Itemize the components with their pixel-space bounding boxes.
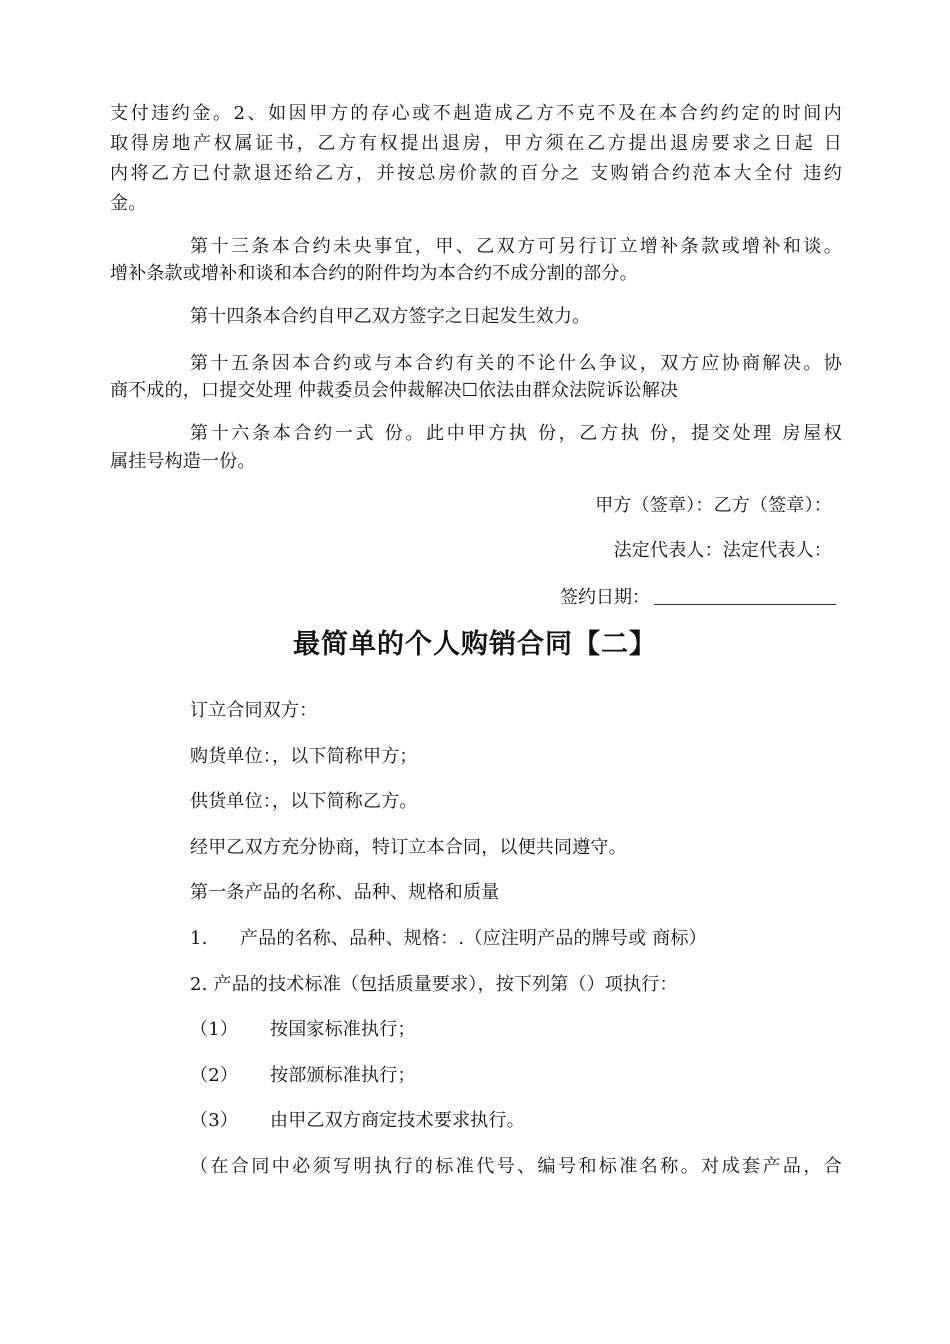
option-2 bbox=[190, 1062, 842, 1090]
option-1 bbox=[190, 1016, 842, 1044]
option-3-text: 由甲乙双方商定技术要求执行。 bbox=[270, 1110, 525, 1131]
article-12-line-4: 金。 bbox=[110, 193, 147, 214]
seller-line: 供货单位：，以下简称乙方。 bbox=[190, 791, 418, 812]
option-2-number: （2） bbox=[190, 1065, 239, 1086]
item-1 bbox=[190, 925, 842, 953]
option-2-text: 按部颁标准执行； bbox=[270, 1065, 416, 1086]
buyer-line: 购货单位：，以下简称甲方； bbox=[190, 746, 418, 767]
article-1-heading: 第一条产品的名称、品种、规格和质量 bbox=[190, 882, 500, 903]
item-1-number: 1. bbox=[190, 928, 208, 949]
option-1-number: （1） bbox=[190, 1019, 239, 1040]
article-13-line-1: 第十三条本合约未央事宜，甲、乙双方可另行订立增补条款或增补和谈。 bbox=[190, 236, 842, 257]
article-16-line-1: 第十六条本合约一式 份。此中甲方执 份，乙方执 份，提交处理 房屋权 bbox=[190, 423, 842, 444]
article-12-line-1: 支付违约金。2、如因甲方的存心或不赳造成乙方不克不及在本合约约定的时间内 bbox=[110, 103, 842, 124]
item-1-text: 产品的名称、品种、规格：.（应注明产品的牌号或 商标） bbox=[240, 928, 707, 949]
sign-date-line bbox=[560, 584, 836, 612]
article-16-line-2: 属挂号构造一份。 bbox=[110, 451, 256, 472]
note-line: （在合同中必须写明执行的标准代号、编号和标准名称。对成套产品，合 bbox=[190, 1156, 842, 1177]
contract-title: 最简单的个人购销合同【二】 bbox=[293, 629, 657, 660]
article-12-line-3: 内将乙方已付款退还给乙方，并按总房价款的百分之 支购销合约范本大全付 违约 bbox=[110, 163, 842, 184]
representative-line: 法定代表人：法定代表人： bbox=[613, 540, 832, 561]
option-1-text: 按国家标准执行； bbox=[270, 1019, 416, 1040]
article-15-line-2: 商不成的，口提交处理 仲裁委员会仲裁解决☐依法由群众法院诉讼解决 bbox=[110, 380, 679, 401]
sign-date-blank bbox=[654, 584, 836, 605]
parties-heading: 订立合同双方： bbox=[190, 700, 318, 721]
article-14: 第十四条本合约自甲乙双方签字之日起发生效力。 bbox=[190, 306, 591, 327]
agreement-line: 经甲乙双方充分协商，特订立本合同，以便共同遵守。 bbox=[190, 837, 627, 858]
option-3-number: （3） bbox=[190, 1110, 239, 1131]
article-15-line-1: 第十五条因本合约或与本合约有关的不论什么争议，双方应协商解决。协 bbox=[190, 353, 842, 374]
item-2: 2. 产品的技术标准（包括质量要求），按下列第（）项执行： bbox=[190, 974, 678, 995]
signature-line: 甲方（签章）：乙方（签章）： bbox=[595, 495, 832, 516]
option-3 bbox=[190, 1107, 842, 1135]
article-13-line-2: 增补条款或增补和谈和本合约的附件均为本合约不成分割的部分。 bbox=[110, 263, 638, 284]
sign-date-label: 签约日期： bbox=[560, 587, 650, 608]
article-12-line-2: 取得房地产权属证书，乙方有权提出退房，甲方须在乙方提出退房要求之日起 日 bbox=[110, 133, 842, 154]
